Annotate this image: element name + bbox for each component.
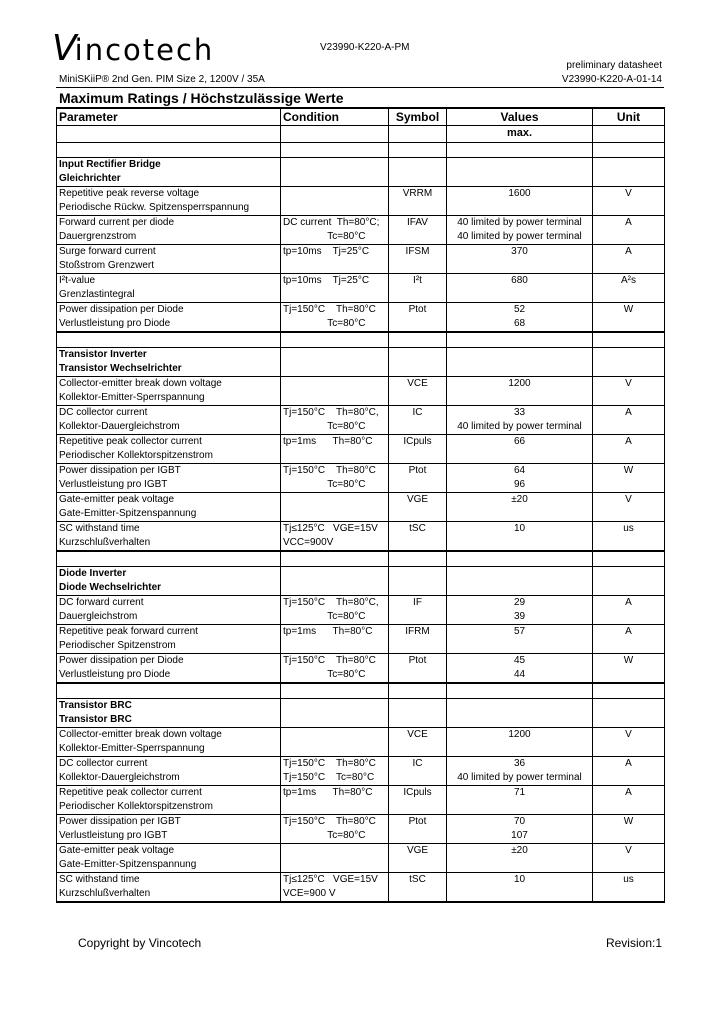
value-cell: ±20 [447, 493, 593, 508]
parameter-cell: Kurzschlußverhalten [57, 536, 281, 551]
condition-cell: Tc=80°C [281, 478, 389, 493]
table-row [57, 216, 665, 231]
table-row [57, 187, 665, 202]
parameter-cell: Power dissipation per Diode [57, 654, 281, 669]
value-cell: 40 limited by power terminal [447, 230, 593, 245]
condition-cell: Tc=80°C [281, 317, 389, 332]
parameter-cell: Verlustleistung pro Diode [57, 317, 281, 332]
value-cell: 40 limited by power terminal [447, 216, 593, 231]
section-subtitle: Transistor Wechselrichter [57, 362, 281, 377]
value-cell: 40 limited by power terminal [447, 420, 593, 435]
unit-cell [593, 536, 665, 551]
section-subtitle-row [57, 172, 665, 187]
condition-cell [281, 728, 389, 743]
symbol-cell [389, 858, 447, 873]
section-title-row [57, 699, 665, 714]
unit-cell: W [593, 815, 665, 830]
unit-cell: V [593, 493, 665, 508]
symbol-cell: IC [389, 406, 447, 421]
vincotech-logo [52, 28, 214, 69]
symbol-cell: I²t [389, 274, 447, 289]
condition-cell: Tc=80°C [281, 610, 389, 625]
col-condition: Condition [281, 108, 389, 126]
unit-cell: V [593, 377, 665, 392]
condition-cell: Tj=150°C Th=80°C, [281, 596, 389, 611]
parameter-cell: Gate-emitter peak voltage [57, 493, 281, 508]
table-row [57, 377, 665, 392]
symbol-cell [389, 668, 447, 683]
table-row [57, 259, 665, 274]
parameter-cell: Gate-Emitter-Spitzenspannung [57, 507, 281, 522]
condition-cell: VCE=900 V [281, 887, 389, 902]
parameter-cell: I²t-value [57, 274, 281, 289]
unit-cell [593, 639, 665, 654]
condition-cell: Tc=80°C [281, 668, 389, 683]
table-row [57, 230, 665, 245]
table-row [57, 639, 665, 654]
unit-cell [593, 449, 665, 464]
symbol-cell [389, 420, 447, 435]
parameter-cell: Verlustleistung pro IGBT [57, 478, 281, 493]
table-row [57, 610, 665, 625]
unit-cell: A [593, 596, 665, 611]
table-header-row [57, 108, 665, 126]
section-subtitle-row [57, 362, 665, 377]
symbol-cell [389, 478, 447, 493]
condition-cell: tp=1ms Th=80°C [281, 435, 389, 450]
parameter-cell: Forward current per diode [57, 216, 281, 231]
parameter-cell: Repetitive peak collector current [57, 435, 281, 450]
condition-cell [281, 844, 389, 859]
value-cell: 1600 [447, 187, 593, 202]
table-row [57, 406, 665, 421]
parameter-cell: Repetitive peak reverse voltage [57, 187, 281, 202]
symbol-cell [389, 288, 447, 303]
section-subtitle-row [57, 713, 665, 728]
parameter-cell: Verlustleistung pro IGBT [57, 829, 281, 844]
ratings-table [56, 107, 665, 903]
logo-initial: V [52, 28, 75, 69]
condition-cell: Tj=150°C Th=80°C [281, 757, 389, 772]
section-subtitle: Gleichrichter [57, 172, 281, 187]
footer-copyright: Copyright by Vincotech [78, 936, 202, 950]
symbol-cell: VGE [389, 844, 447, 859]
table-row [57, 873, 665, 888]
unit-cell [593, 317, 665, 332]
condition-cell [281, 449, 389, 464]
condition-cell: Tj=150°C Th=80°C [281, 654, 389, 669]
section-title: Transistor Inverter [57, 348, 281, 363]
unit-cell [593, 829, 665, 844]
table-row [57, 245, 665, 260]
unit-cell: W [593, 464, 665, 479]
unit-cell: A [593, 216, 665, 231]
value-cell: 96 [447, 478, 593, 493]
section-spacer [57, 551, 665, 567]
value-cell [447, 507, 593, 522]
parameter-cell: Periodischer Spitzenstrom [57, 639, 281, 654]
unit-cell [593, 507, 665, 522]
section-title: Transistor BRC [57, 699, 281, 714]
table-row [57, 829, 665, 844]
parameter-cell: Gate-Emitter-Spitzenspannung [57, 858, 281, 873]
table-row [57, 625, 665, 640]
footer-revision: Revision:1 [605, 936, 662, 950]
unit-cell: A [593, 245, 665, 260]
parameter-cell: Collector-emitter break down voltage [57, 728, 281, 743]
unit-cell [593, 800, 665, 815]
unit-cell: W [593, 303, 665, 318]
symbol-cell [389, 230, 447, 245]
value-cell: 10 [447, 522, 593, 537]
table-row [57, 887, 665, 902]
symbol-cell [389, 771, 447, 786]
table-row [57, 522, 665, 537]
condition-cell: tp=1ms Th=80°C [281, 625, 389, 640]
condition-cell [281, 507, 389, 522]
table-row [57, 464, 665, 479]
unit-cell [593, 858, 665, 873]
unit-cell: A [593, 625, 665, 640]
unit-cell [593, 230, 665, 245]
table-row [57, 654, 665, 669]
symbol-cell: VCE [389, 377, 447, 392]
condition-cell: Tc=80°C [281, 829, 389, 844]
condition-cell: Tc=80°C [281, 420, 389, 435]
unit-cell: A [593, 435, 665, 450]
value-cell [447, 887, 593, 902]
unit-cell [593, 420, 665, 435]
condition-cell [281, 377, 389, 392]
value-cell: 107 [447, 829, 593, 844]
condition-cell: Tj=150°C Tc=80°C [281, 771, 389, 786]
section-title: Diode Inverter [57, 567, 281, 582]
symbol-cell: IF [389, 596, 447, 611]
symbol-cell: ICpuls [389, 435, 447, 450]
table-row [57, 815, 665, 830]
value-cell [447, 800, 593, 815]
unit-cell: W [593, 654, 665, 669]
condition-cell [281, 742, 389, 757]
value-cell [447, 259, 593, 274]
parameter-cell: Kollektor-Dauergleichstrom [57, 771, 281, 786]
section-subtitle: Transistor BRC [57, 713, 281, 728]
col-symbol: Symbol [389, 108, 447, 126]
condition-cell [281, 391, 389, 406]
parameter-cell: Repetitive peak forward current [57, 625, 281, 640]
symbol-cell [389, 536, 447, 551]
table-row [57, 757, 665, 772]
condition-cell: Tj=150°C Th=80°C [281, 815, 389, 830]
symbol-cell [389, 201, 447, 216]
table-row [57, 800, 665, 815]
unit-cell [593, 742, 665, 757]
parameter-cell: Periodischer Kollektorspitzenstrom [57, 800, 281, 815]
parameter-cell: Grenzlastintegral [57, 288, 281, 303]
unit-cell: A [593, 406, 665, 421]
parameter-cell: Surge forward current [57, 245, 281, 260]
condition-cell: DC current Th=80°C; [281, 216, 389, 231]
col-values: Values [447, 108, 593, 126]
symbol-cell [389, 259, 447, 274]
unit-cell: V [593, 728, 665, 743]
unit-cell: A²s [593, 274, 665, 289]
table-row [57, 858, 665, 873]
parameter-cell: Periodischer Kollektorspitzenstrom [57, 449, 281, 464]
parameter-cell: DC forward current [57, 596, 281, 611]
symbol-cell: Ptot [389, 303, 447, 318]
table-subheader-row [57, 126, 665, 143]
table-row [57, 786, 665, 801]
condition-cell: Tj≤125°C VGE=15V [281, 873, 389, 888]
value-cell: 68 [447, 317, 593, 332]
parameter-cell: Collector-emitter break down voltage [57, 377, 281, 392]
unit-cell: V [593, 187, 665, 202]
table-row [57, 317, 665, 332]
section-spacer [57, 332, 665, 348]
value-cell: 680 [447, 274, 593, 289]
condition-cell: VCC=900V [281, 536, 389, 551]
unit-cell [593, 259, 665, 274]
section-title-row [57, 158, 665, 173]
symbol-cell: IFSM [389, 245, 447, 260]
values-max-label: max. [447, 126, 593, 143]
table-row [57, 493, 665, 508]
value-cell [447, 639, 593, 654]
unit-cell [593, 478, 665, 493]
symbol-cell [389, 449, 447, 464]
part-number: V23990-K220-A-PM [320, 42, 410, 53]
section-title-row [57, 567, 665, 582]
value-cell: 1200 [447, 377, 593, 392]
unit-cell: A [593, 786, 665, 801]
product-description: MiniSKiiP® 2nd Gen. PIM Size 2, 1200V / 35A [59, 74, 265, 85]
symbol-cell [389, 610, 447, 625]
parameter-cell: Dauergleichstrom [57, 610, 281, 625]
symbol-cell: VCE [389, 728, 447, 743]
table-row [57, 536, 665, 551]
table-row [57, 303, 665, 318]
section-spacer [57, 683, 665, 699]
table-row [57, 274, 665, 289]
section-title: Input Rectifier Bridge [57, 158, 281, 173]
symbol-cell: IFRM [389, 625, 447, 640]
symbol-cell [389, 742, 447, 757]
symbol-cell [389, 317, 447, 332]
value-cell [447, 288, 593, 303]
unit-cell: us [593, 873, 665, 888]
value-cell: 71 [447, 786, 593, 801]
table-row [57, 507, 665, 522]
logo-text: incotech [74, 33, 215, 67]
value-cell [447, 742, 593, 757]
condition-cell [281, 800, 389, 815]
symbol-cell: Ptot [389, 815, 447, 830]
value-cell: 29 [447, 596, 593, 611]
document-number: V23990-K220-A-01-14 [561, 74, 662, 85]
symbol-cell [389, 829, 447, 844]
value-cell: 40 limited by power terminal [447, 771, 593, 786]
parameter-cell: Kollektor-Dauergleichstrom [57, 420, 281, 435]
value-cell: 370 [447, 245, 593, 260]
unit-cell: A [593, 757, 665, 772]
symbol-cell [389, 887, 447, 902]
table-row [57, 391, 665, 406]
table-row [57, 201, 665, 216]
parameter-cell: DC collector current [57, 757, 281, 772]
parameter-cell: Power dissipation per IGBT [57, 464, 281, 479]
value-cell [447, 449, 593, 464]
section-subtitle-row [57, 581, 665, 596]
condition-cell: tp=10ms Tj=25°C [281, 274, 389, 289]
parameter-cell: Verlustleistung pro Diode [57, 668, 281, 683]
parameter-cell: DC collector current [57, 406, 281, 421]
unit-cell: us [593, 522, 665, 537]
page-title: Maximum Ratings / Höchstzulässige Werte [59, 90, 344, 106]
condition-cell [281, 259, 389, 274]
value-cell: 57 [447, 625, 593, 640]
condition-cell [281, 288, 389, 303]
parameter-cell: Stoßstrom Grenzwert [57, 259, 281, 274]
table-row [57, 478, 665, 493]
symbol-cell [389, 507, 447, 522]
parameter-cell: SC withstand time [57, 873, 281, 888]
condition-cell: tp=1ms Th=80°C [281, 786, 389, 801]
table-row [57, 771, 665, 786]
value-cell [447, 391, 593, 406]
datasheet-status: preliminary datasheet [566, 60, 662, 71]
value-cell: 10 [447, 873, 593, 888]
parameter-cell: Gate-emitter peak voltage [57, 844, 281, 859]
symbol-cell [389, 639, 447, 654]
value-cell: 44 [447, 668, 593, 683]
condition-cell: Tj=150°C Th=80°C, [281, 406, 389, 421]
symbol-cell: Ptot [389, 654, 447, 669]
value-cell [447, 858, 593, 873]
unit-cell [593, 668, 665, 683]
symbol-cell: IC [389, 757, 447, 772]
section-subtitle: Diode Wechselrichter [57, 581, 281, 596]
parameter-cell: Kollektor-Emitter-Sperrspannung [57, 742, 281, 757]
symbol-cell: tSC [389, 873, 447, 888]
value-cell: 52 [447, 303, 593, 318]
table-row [57, 420, 665, 435]
value-cell: 39 [447, 610, 593, 625]
value-cell: 45 [447, 654, 593, 669]
parameter-cell: Power dissipation per IGBT [57, 815, 281, 830]
table-row [57, 596, 665, 611]
table-row [57, 449, 665, 464]
unit-cell [593, 610, 665, 625]
table-row [57, 288, 665, 303]
unit-cell [593, 201, 665, 216]
parameter-cell: Power dissipation per Diode [57, 303, 281, 318]
value-cell: 33 [447, 406, 593, 421]
condition-cell: tp=10ms Tj=25°C [281, 245, 389, 260]
unit-cell [593, 887, 665, 902]
header-divider [56, 87, 664, 88]
value-cell: 66 [447, 435, 593, 450]
value-cell: 70 [447, 815, 593, 830]
value-cell: 64 [447, 464, 593, 479]
value-cell: ±20 [447, 844, 593, 859]
symbol-cell: ICpuls [389, 786, 447, 801]
parameter-cell: SC withstand time [57, 522, 281, 537]
condition-cell: Tc=80°C [281, 230, 389, 245]
value-cell [447, 201, 593, 216]
symbol-cell: VGE [389, 493, 447, 508]
unit-cell [593, 288, 665, 303]
condition-cell [281, 639, 389, 654]
value-cell: 1200 [447, 728, 593, 743]
symbol-cell: VRRM [389, 187, 447, 202]
value-cell [447, 536, 593, 551]
condition-cell: Tj=150°C Th=80°C [281, 464, 389, 479]
condition-cell [281, 187, 389, 202]
table-row [57, 435, 665, 450]
condition-cell [281, 858, 389, 873]
symbol-cell: Ptot [389, 464, 447, 479]
parameter-cell: Kollektor-Emitter-Sperrspannung [57, 391, 281, 406]
unit-cell [593, 391, 665, 406]
table-row [57, 844, 665, 859]
table-row [57, 668, 665, 683]
parameter-cell: Periodische Rückw. Spitzensperrspannung [57, 201, 281, 216]
unit-cell: V [593, 844, 665, 859]
condition-cell [281, 493, 389, 508]
symbol-cell [389, 391, 447, 406]
parameter-cell: Kurzschlußverhalten [57, 887, 281, 902]
table-row [57, 728, 665, 743]
section-title-row [57, 348, 665, 363]
parameter-cell: Repetitive peak collector current [57, 786, 281, 801]
condition-cell: Tj=150°C Th=80°C [281, 303, 389, 318]
condition-cell: Tj≤125°C VGE=15V [281, 522, 389, 537]
section-spacer [57, 143, 665, 158]
parameter-cell: Dauergrenzstrom [57, 230, 281, 245]
symbol-cell: tSC [389, 522, 447, 537]
unit-cell [593, 771, 665, 786]
col-parameter: Parameter [57, 108, 281, 126]
col-unit: Unit [593, 108, 665, 126]
symbol-cell [389, 800, 447, 815]
table-row [57, 742, 665, 757]
symbol-cell: IFAV [389, 216, 447, 231]
condition-cell [281, 201, 389, 216]
value-cell: 36 [447, 757, 593, 772]
